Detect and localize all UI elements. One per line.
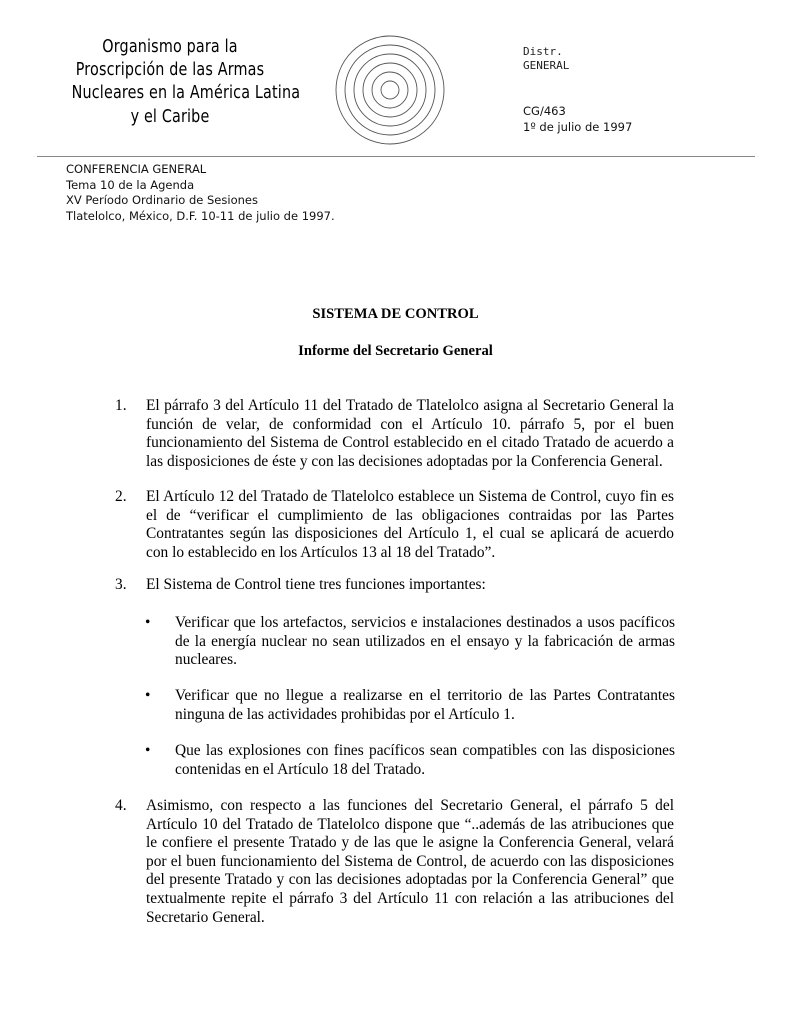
conference-line: Tlatelolco, México, D.F. 10-11 de julio de 1997. bbox=[66, 208, 335, 223]
paragraph-number: 1. bbox=[115, 397, 127, 414]
organization-name-line: Nucleares en la América Latina bbox=[71, 83, 301, 104]
paragraph-number: 3. bbox=[115, 576, 127, 593]
paragraph-text: Asimismo, con respecto a las funciones del Secretario General, el párrafo 5 del Artículo 10 del Tratado de Tlatelolco dispone que “..además de las atribuciones que le confiere el presente Tratado y de las que le asigne la Conferencia General, velará por el buen funcionamiento del Sistema de Control, de acuerdo con las disposiciones del presente Tratado y con las decisiones adoptadas por la Conferencia General” que textualmente repite el párrafo 3 del Artículo 11 con relación a las atribuciones del Secretario General. bbox=[146, 797, 674, 926]
conference-line: XV Período Ordinario de Sesiones bbox=[66, 193, 258, 207]
document-symbol-block bbox=[523, 103, 632, 135]
conference-line: Tema 10 de la Agenda bbox=[66, 177, 195, 192]
paragraph-text: El párrafo 3 del Artículo 11 del Tratado de Tlatelolco asigna al Secretario General la función de velar, de conformidad con el Artículo 10. párrafo 5, por el buen funcionamiento del Sistema de Control establecido en el citado Tratado de acuerdo a las disposiciones de éste y con las decisiones adoptadas por la Conferencia General. bbox=[146, 397, 674, 470]
concentric-circles-logo-icon bbox=[334, 34, 446, 146]
bullet-text: Que las explosiones con fines pacíficos sean compatibles con las disposiciones contenidas en el Artículo 18 del Tratado. bbox=[175, 742, 675, 778]
organization-name-line: Organismo para la bbox=[102, 37, 238, 57]
document-symbol: CG/463 bbox=[523, 104, 566, 118]
bullet-icon: • bbox=[145, 614, 151, 631]
document-subtitle: Informe del Secretario General bbox=[298, 343, 493, 359]
distribution-block bbox=[523, 45, 569, 73]
paragraph-text: El Artículo 12 del Tratado de Tlatelolco establece un Sistema de Control, cuyo fin es el de “verificar el cumplimiento de las obligaciones contraidas por las Partes Contratantes según las disposiciones del Artículo 1, el cual se aplicará de acuerdo con lo establecido en los Artículos 13 al 18 del Tratado”. bbox=[146, 488, 674, 561]
distribution-value: GENERAL bbox=[523, 59, 570, 72]
organization-name-line: Proscripción de las Armas bbox=[75, 60, 265, 81]
organization-name bbox=[71, 36, 301, 129]
document-title: SISTEMA DE CONTROL bbox=[312, 306, 479, 322]
organization-name-line: y el Caribe bbox=[130, 106, 210, 127]
paragraph-number: 4. bbox=[115, 797, 127, 814]
paragraph-number: 2. bbox=[115, 488, 127, 505]
bullet-text: Verificar que los artefactos, servicios e instalaciones destinados a usos pacíficos de la energía nuclear no sean utilizados en el ensayo y la fabricación de armas nucleares. bbox=[175, 614, 675, 669]
bullet-icon: • bbox=[145, 687, 151, 704]
bullet-icon: • bbox=[145, 742, 151, 759]
paragraph-text: El Sistema de Control tiene tres funciones importantes: bbox=[146, 576, 486, 593]
distribution-label: Distr. bbox=[523, 45, 563, 58]
header-divider bbox=[37, 156, 755, 157]
document-date: 1º de julio de 1997 bbox=[523, 120, 633, 134]
conference-info bbox=[66, 162, 335, 224]
bullet-text: Verificar que no llegue a realizarse en el territorio de las Partes Contratantes ninguna de las actividades prohibidas por el Artículo 1. bbox=[175, 687, 675, 723]
conference-line: CONFERENCIA GENERAL bbox=[66, 162, 207, 176]
